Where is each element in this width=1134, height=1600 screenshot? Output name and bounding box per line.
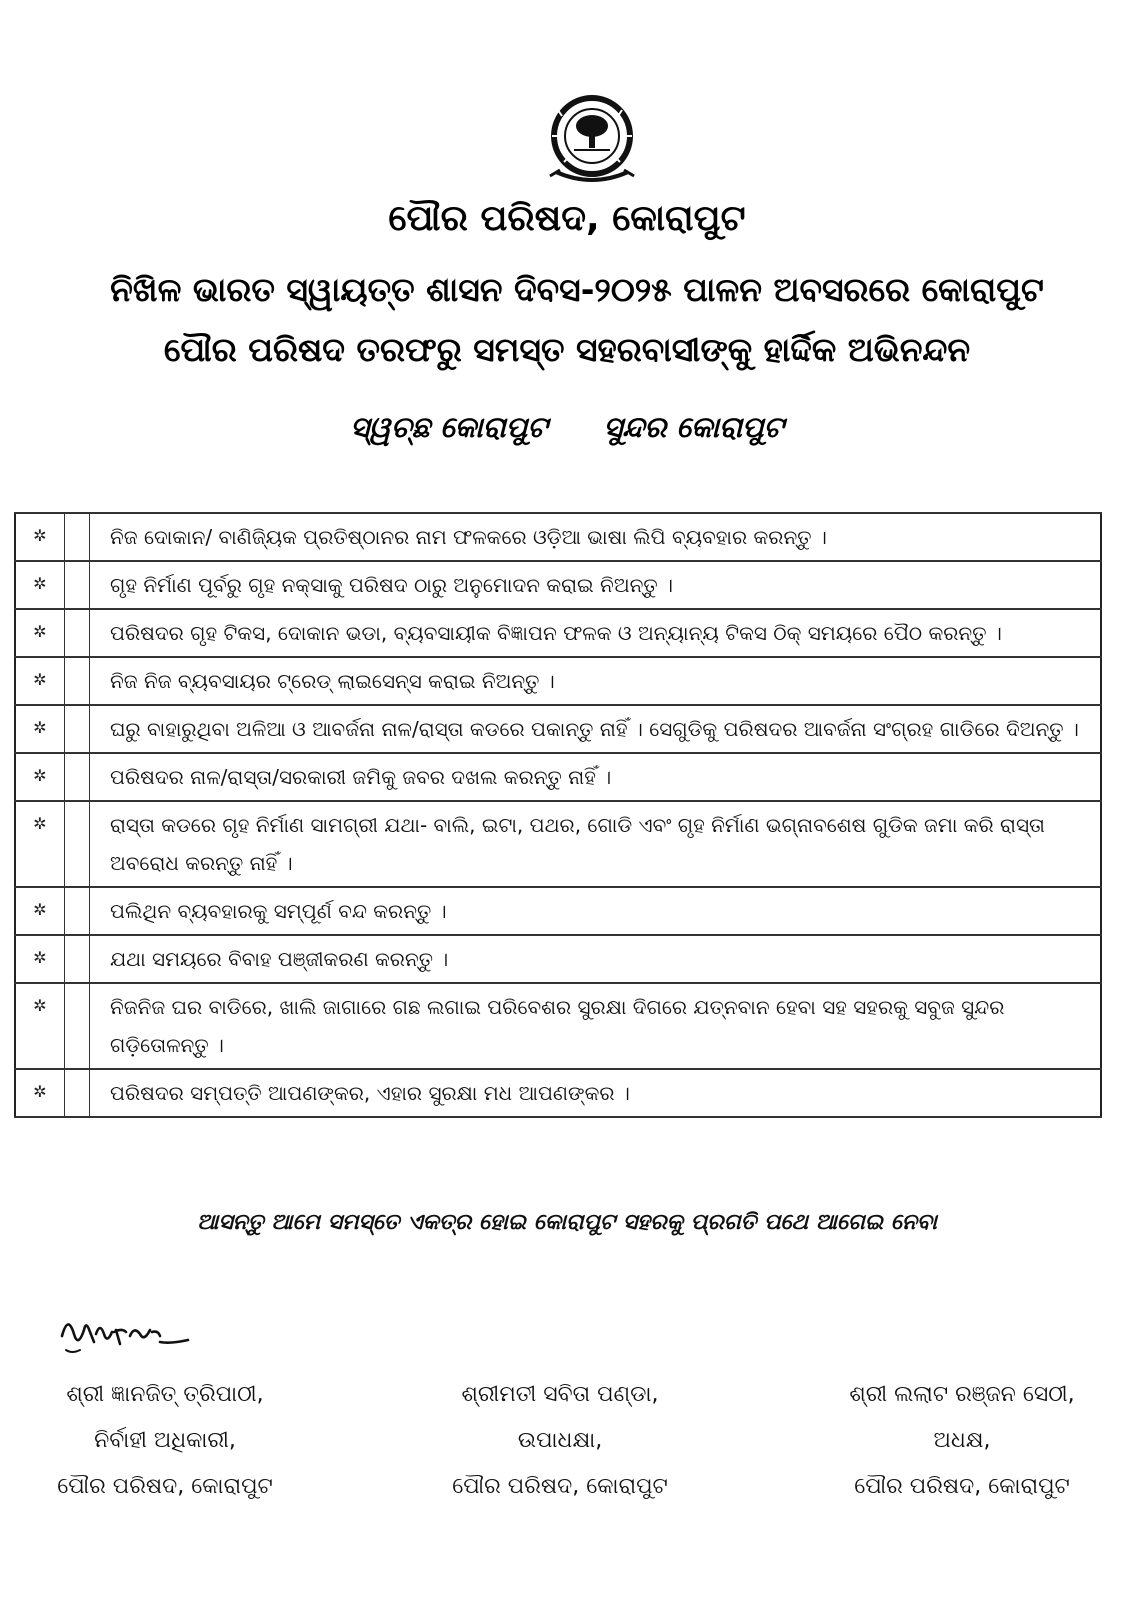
signature [56,1306,196,1362]
bullet-star-icon: ✲ [15,935,65,983]
bullet-star-icon: ✲ [15,983,65,1069]
notice-text: ନିଜନିଜ ଘର ବାଡିରେ, ଖାଲି ଜାଗାରେ ଗଛ ଲଗାଇ ପରିବେଶର ସୁରକ୍ଷା ଦିଗରେ ଯତ୍ନବାନ ହେବା ସହ ସହରକୁ ସବୁଜ ସୁନ୍ଦର ଗଡ଼ିତୋଳନ୍ତୁ । [90,983,1102,1069]
blank-cell [65,1069,90,1117]
blank-cell [65,753,90,801]
notice-row [15,657,1101,705]
page-title: ପୌର ପରିଷଦ, କୋରାପୁଟ [388,198,746,239]
notice-row [15,801,1101,887]
signatory-office: ପୌର ପରିଷଦ, କୋରାପୁଟ [452,1474,668,1499]
greeting-line-1: ନିଖିଳ ଭାରତ ସ୍ୱାୟତ୍ତ ଶାସନ ଦିବସ-୨୦୨୫ ପାଳନ ଅବସରରେ କୋରାପୁଟ [110,270,1044,309]
notice-text: ଯଥା ସମୟରେ ବିବାହ ପଞ୍ଜୀକରଣ କରନ୍ତୁ । [90,935,1102,983]
closing-appeal: ଆସନ୍ତୁ ଆମେ ସମସ୍ତେ ଏକତ୍ର ହୋଇ କୋରାପୁଟ ସହରକୁ ପ୍ରଗତି ପଥେ ଆଗେଇ ନେବା [197,1210,937,1235]
signatory-name: ଶ୍ରୀମତୀ ସବିତା ପଣ୍ଡା, [461,1382,659,1407]
signatory-name: ଶ୍ରୀ ଜ୍ଞାନଜିତ୍ ତ୍ରିପାଠୀ, [66,1382,264,1407]
notice-row [15,609,1101,657]
notice-row [15,1069,1101,1117]
signatory-chairperson [790,1372,1134,1510]
blank-cell [65,887,90,935]
blank-cell [65,801,90,887]
slogan-clean: ସ୍ୱଚ୍ଛ କୋରାପୁଟ [350,410,548,444]
bullet-star-icon: ✲ [15,657,65,705]
signatory-office: ପୌର ପରିଷଦ, କୋରାପୁଟ [57,1474,273,1499]
blank-cell [65,513,90,561]
notice-text: ପଲିଥିନ ବ୍ୟବହାରକୁ ସମ୍ପୂର୍ଣ ବନ୍ଦ କରନ୍ତୁ । [90,887,1102,935]
bullet-star-icon: ✲ [15,705,65,753]
notice-text: ପରିଷଦର ନାଳ/ରାସ୍ତା/ସରକାରୀ ଜମିକୁ ଜବର ଦଖଲ କରନ୍ତୁ ନାହିଁ । [90,753,1102,801]
bullet-star-icon: ✲ [15,753,65,801]
notice-text: ଘରୁ ବାହାରୁଥିବା ଅଳିଆ ଓ ଆବର୍ଜନା ନାଳ/ରାସ୍ତା କଡରେ ପକାନ୍ତୁ ନାହିଁ । ସେଗୁଡିକୁ ପରିଷଦର ଆବର୍ଜନା ସଂଗ୍ରହ ଗାଡିରେ ଦିଅନ୍ତୁ । [90,705,1102,753]
signatory-designation: ନିର୍ବାହୀ ଅଧିକାରୀ, [94,1428,236,1453]
slogans [0,410,1134,445]
blank-cell [65,657,90,705]
notice-text: ପରିଷଦର ଗୃହ ଟିକସ, ଦୋକାନ ଭଡା, ବ୍ୟବସାୟୀକ ବିଜ୍ଞାପନ ଫଳକ ଓ ଅନ୍ୟାନ୍ୟ ଟିକସ ଠିକ୍ ସମୟରେ ପୈଠ କରନ୍ତୁ । [90,609,1102,657]
notice-row [15,753,1101,801]
notice-text: ରାସ୍ତା କଡରେ ଗୃହ ନିର୍ମାଣ ସାମଗ୍ରୀ ଯଥା- ବାଲି, ଇଟା, ପଥର, ଗୋଡି ଏବଂ ଗୃହ ନିର୍ମାଣ ଭଗ୍ନାବଶେଷ ଗୁଡିକ ଜମା କରି ରାସ୍ତା ଅବରୋଧ କରନ୍ତୁ ନାହିଁ । [90,801,1102,887]
bullet-star-icon: ✲ [15,1069,65,1117]
bullet-star-icon: ✲ [15,887,65,935]
notice-row [15,887,1101,935]
signatory-office: ପୌର ପରିଷଦ, କୋରାପୁଟ [854,1474,1070,1499]
bullet-star-icon: ✲ [15,801,65,887]
notice-table [14,512,1102,1118]
municipality-emblem [544,92,640,188]
blank-cell [65,561,90,609]
signatory-vice-chairperson [380,1372,740,1510]
notice-row [15,705,1101,753]
notice-row [15,935,1101,983]
notice-row [15,983,1101,1069]
signatory-designation: ଉପାଧକ୍ଷା, [517,1428,603,1453]
signatory-name: ଶ୍ରୀ ଲଲାଟ ରଞ୍ଜନ ସେଠୀ, [849,1382,1075,1407]
blank-cell [65,983,90,1069]
blank-cell [65,705,90,753]
notice-row [15,513,1101,561]
notice-text: ନିଜ ଦୋକାନ/ ବାଣିଜ୍ୟିକ ପ୍ରତିଷ୍ଠାନର ନାମ ଫଳକରେ ଓଡ଼ିଆ ଭାଷା ଲିପି ବ୍ୟବହାର କରନ୍ତୁ । [90,513,1102,561]
bullet-star-icon: ✲ [15,513,65,561]
slogan-beautiful: ସୁନ୍ଦର କୋରାପୁଟ [603,410,784,444]
greeting-line-2: ପୌର ପରିଷଦ ତରଫରୁ ସମସ୍ତ ସହରବାସୀଙ୍କୁ ହାର୍ଦ୍ଦିକ ଅଭିନନ୍ଦନ [163,330,971,369]
signatory-designation: ଅଧକ୍ଷ, [933,1428,991,1453]
blank-cell [65,609,90,657]
signatory-executive-officer [0,1372,330,1510]
bullet-star-icon: ✲ [15,561,65,609]
notice-row [15,561,1101,609]
bullet-star-icon: ✲ [15,609,65,657]
notice-text: ପରିଷଦର ସମ୍ପତ୍ତି ଆପଣଙ୍କର, ଏହାର ସୁରକ୍ଷା ମଧ ଆପଣଙ୍କର । [90,1069,1102,1117]
notice-text: ନିଜ ନିଜ ବ୍ୟବସାୟର ଟ୍ରେଡ୍ ଲାଇସେନ୍ସ କରାଇ ନିଅନ୍ତୁ । [90,657,1102,705]
blank-cell [65,935,90,983]
notice-text: ଗୃହ ନିର୍ମାଣ ପୂର୍ବରୁ ଗୃହ ନକ୍ସାକୁ ପରିଷଦ ଠାରୁ ଅନୁମୋଦନ କରାଇ ନିଅନ୍ତୁ । [90,561,1102,609]
